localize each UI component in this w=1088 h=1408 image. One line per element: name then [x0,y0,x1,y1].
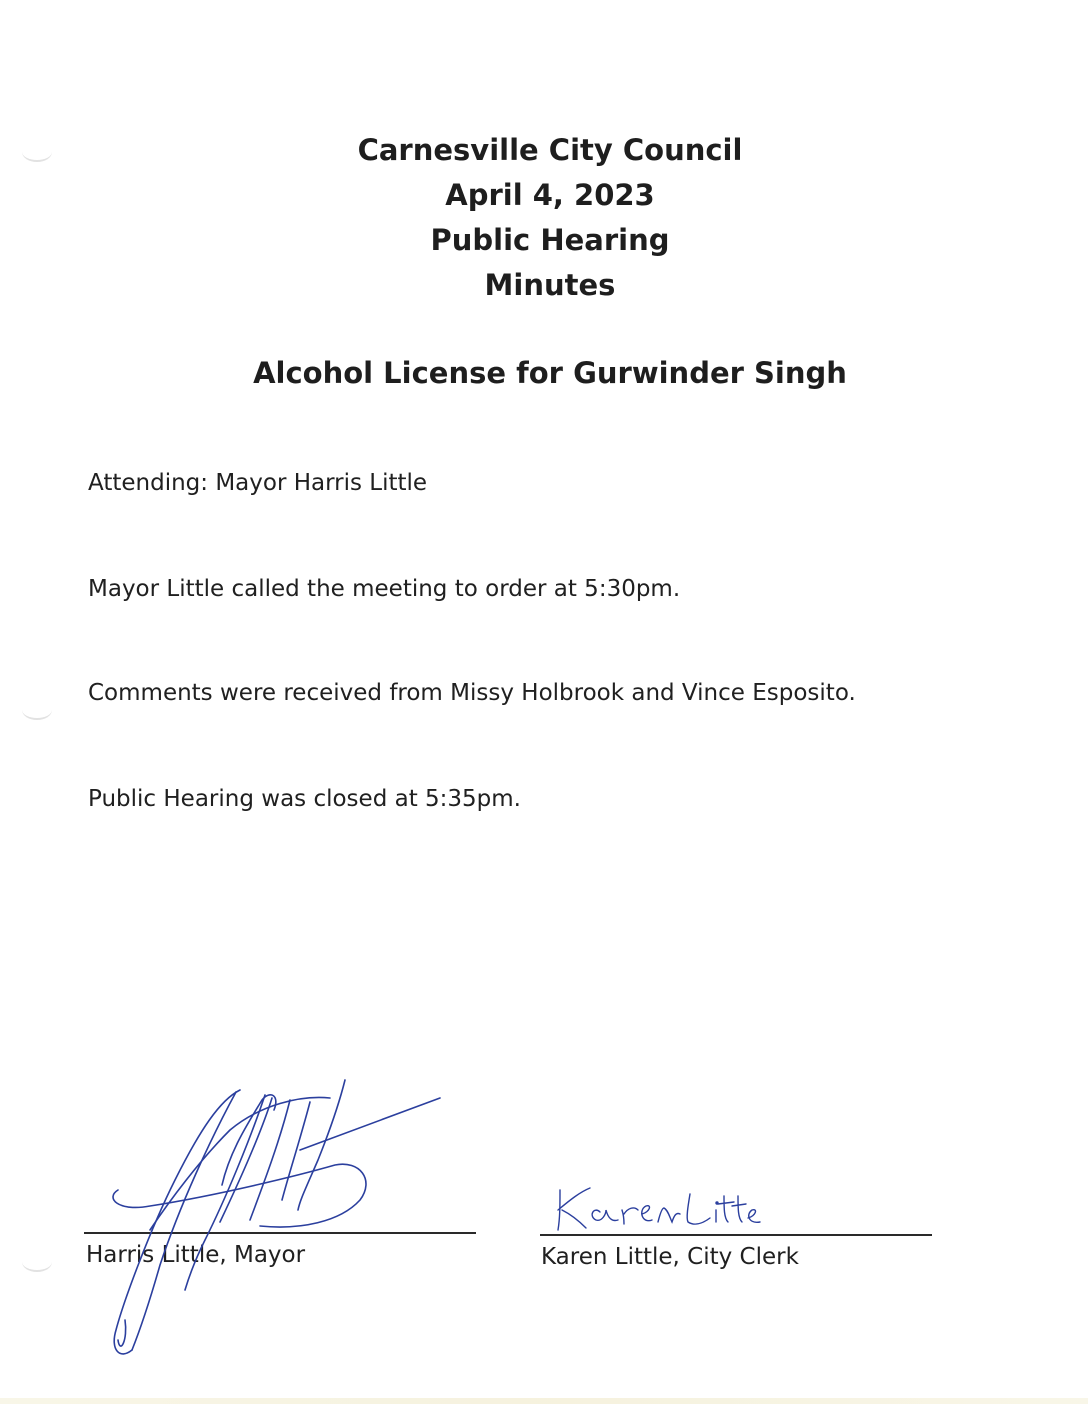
comments-line: Comments were received from Missy Holbrook and Vince Esposito. [88,680,856,706]
punch-hole-mark [22,1252,52,1272]
closing-line: Public Hearing was closed at 5:35pm. [88,786,521,812]
mayor-signature [113,1080,440,1354]
clerk-signature-label: Karen Little, City Clerk [541,1244,799,1270]
document-type: Minutes [484,268,616,302]
attending-line: Attending: Mayor Harris Little [88,470,428,496]
meeting-date: April 4, 2023 [445,178,655,212]
mayor-signature-line [84,1232,476,1234]
council-name: Carnesville City Council [357,133,743,167]
call-to-order-line: Mayor Little called the meeting to order at 5:30pm. [88,576,681,602]
document-header [0,128,1088,308]
meeting-type: Public Hearing [430,223,670,257]
mayor-signature-label: Harris Little, Mayor [86,1242,306,1268]
clerk-signature-line [540,1234,932,1236]
punch-hole-mark [22,700,52,720]
clerk-signature [558,1188,760,1230]
hearing-subject: Alcohol License for Gurwinder Singh [253,356,847,390]
scan-edge-strip [0,1398,1088,1404]
